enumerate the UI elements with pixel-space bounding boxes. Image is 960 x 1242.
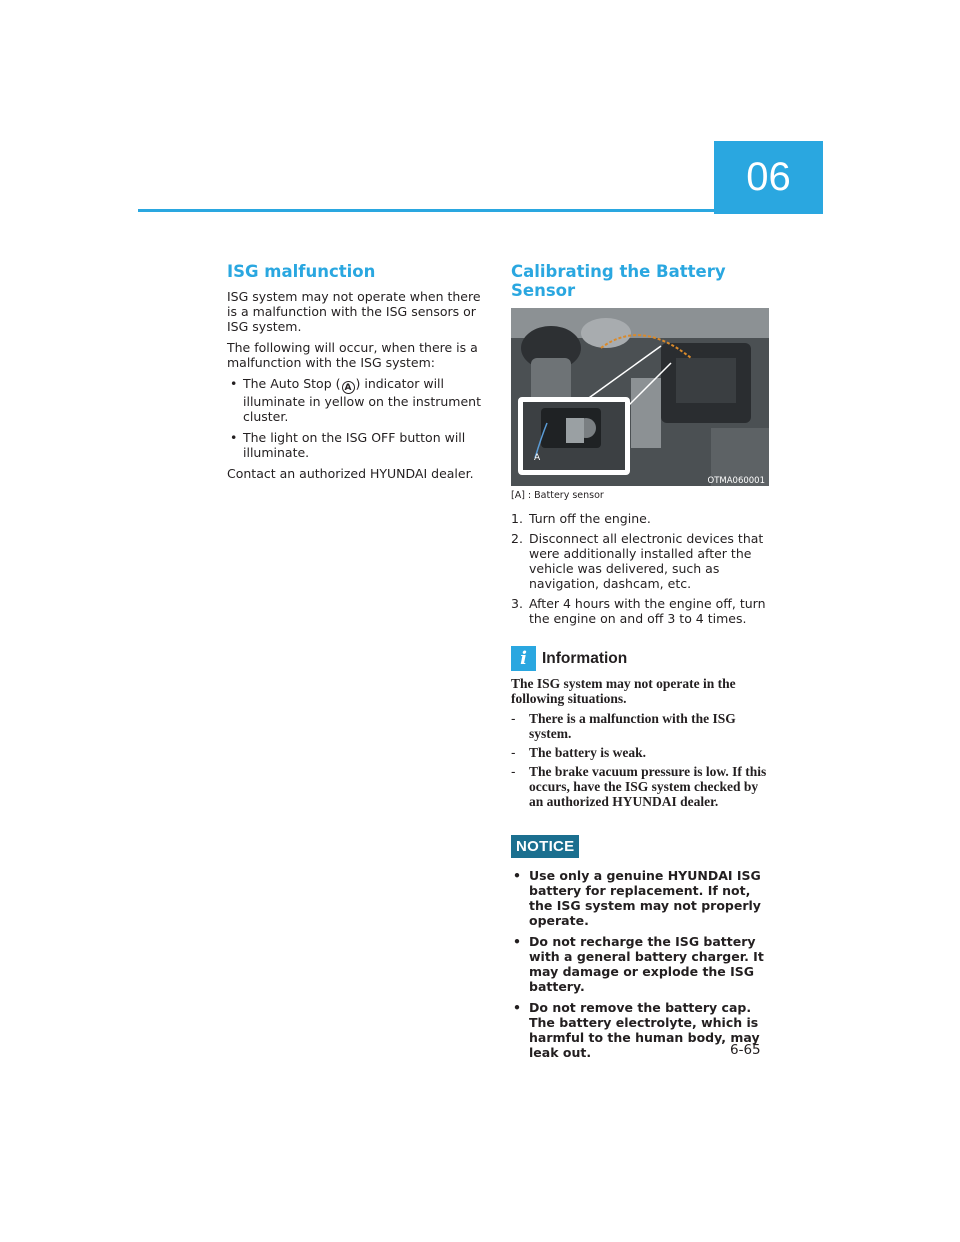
engine-bay-illustration [511,308,769,486]
isg-following-paragraph: The following will occur, when there is a malfunction with the ISG system: [227,340,478,370]
photo-code: OTMA060001 [707,476,765,486]
isg-malfunction-heading: ISG malfunction [227,262,376,281]
information-list [511,711,771,809]
list-item: 2. Disconnect all electronic devices that were additionally installed after the vehicle was delivered, such as navigation, dashcam, etc. [511,531,764,591]
information-header [511,646,771,671]
list-item: • Do not recharge the ISG battery with a general battery charger. It may damage or explode the ISG battery. [513,934,764,994]
page-number: 6-65 [730,1042,761,1058]
list-item: • Do not remove the battery cap. The battery electrolyte, which is harmful to the human body, may leak out. [513,1000,760,1060]
battery-sensor-heading: Calibrating the Battery Sensor [511,262,726,300]
left-column [227,262,481,487]
battery-sensor-label: A [534,453,541,463]
auto-stop-icon: A [342,381,355,394]
notice-badge: NOTICE [511,835,579,858]
information-title: Information [542,649,628,667]
list-item: - The brake vacuum pressure is low. If this occurs, have the ISG system checked by an authorized HYUNDAI dealer. [511,764,767,809]
calibration-steps [511,511,771,626]
right-column [511,262,771,1066]
list-item: - There is a malfunction with the ISG system. [511,711,736,741]
list-item: • The light on the ISG OFF button will illuminate. [230,430,466,460]
header-rule [138,209,714,212]
list-item: 1. Turn off the engine. [511,511,651,526]
isg-intro-paragraph: ISG system may not operate when there is a malfunction with the ISG sensors or ISG system. [227,289,481,334]
chapter-tab: 06 [714,141,823,214]
notice-list [511,868,771,1060]
malfunction-bullet-list [227,376,481,460]
list-item: • Use only a genuine HYUNDAI ISG battery for replacement. If not, the ISG system may not properly operate. [513,868,761,928]
photo-caption: [A] : Battery sensor [511,490,604,501]
list-item: • The Auto Stop ( A ) indicator will illuminate in yellow on the instrument cluster. [230,376,481,424]
information-lead: The ISG system may not operate in the following situations. [511,676,736,706]
information-icon: i [511,646,536,671]
list-item: 3. After 4 hours with the engine off, turn the engine on and off 3 to 4 times. [511,596,766,626]
engine-bay-photo [511,308,769,486]
list-item: - The battery is weak. [511,745,646,760]
contact-dealer-paragraph: Contact an authorized HYUNDAI dealer. [227,466,474,481]
